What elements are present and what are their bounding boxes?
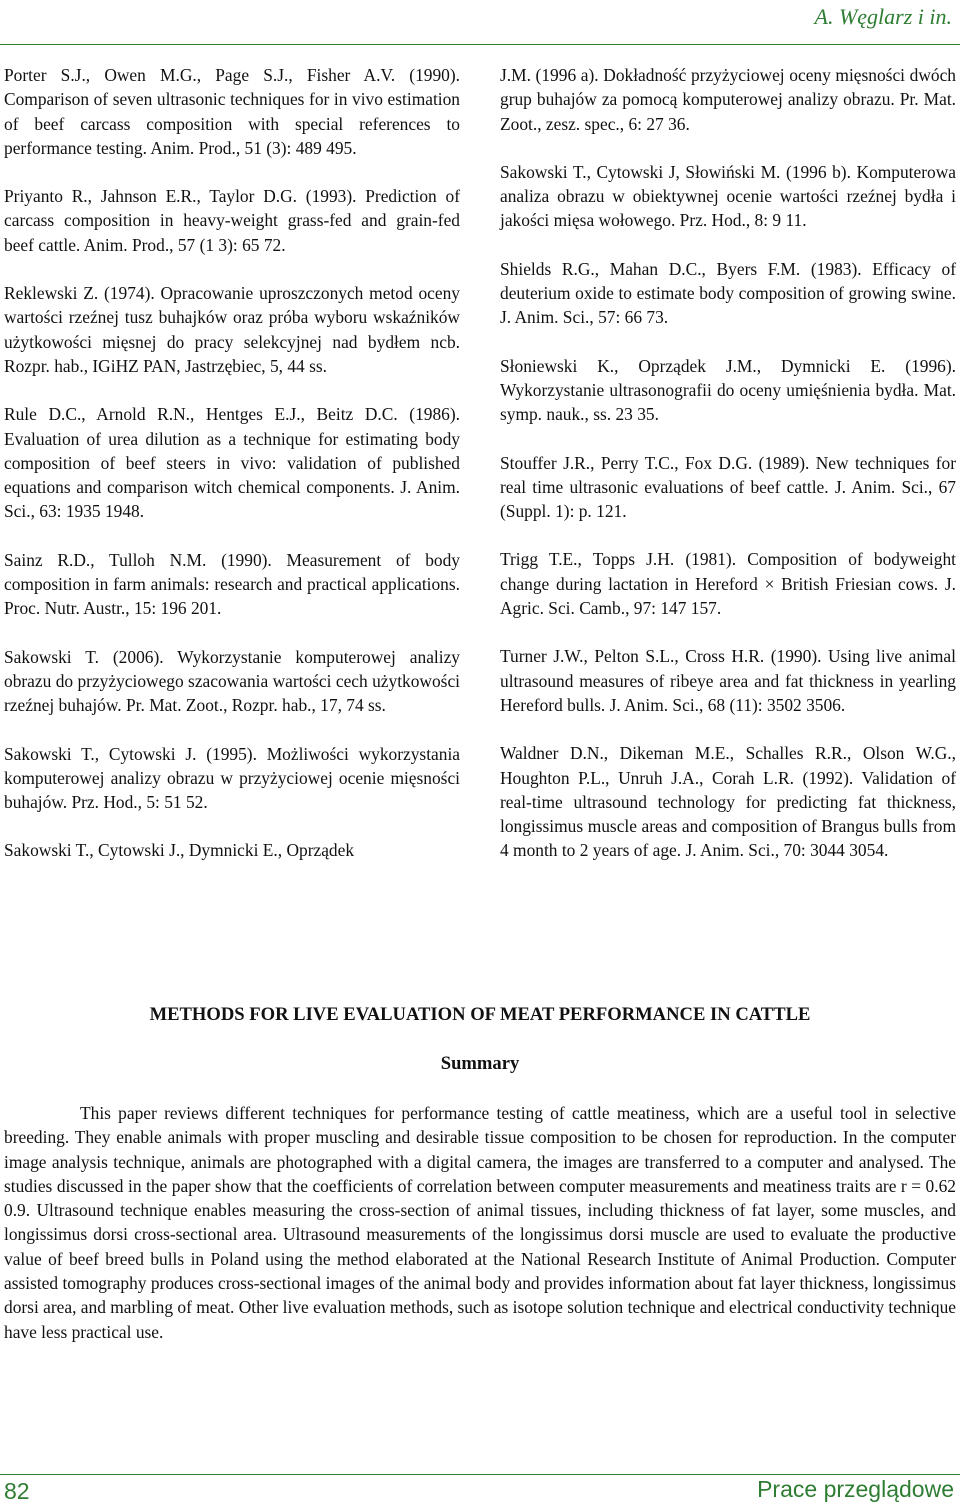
reference-entry: Priyanto R., Jahnson E.R., Taylor D.G. (1993). Prediction of carcass composition in heavy-weight grass-fed and grain-fed beef cattle. Anim. Prod., 57 (1 3): 65 72. [4, 186, 460, 255]
reference-entry: Trigg T.E., Topps J.H. (1981). Composition of bodyweight change during lactation in Hereford × British Friesian cows. J. Agric. Sci. Camb., 97: 147 157. [500, 549, 956, 619]
reference-entry: Rule D.C., Arnold R.N., Hentges E.J., Beitz D.C. (1986). Evaluation of urea dilution as a technique for estimating body composition of beef steers in vivo: validation of published equations and comparison witch chemical components. J. Anim. Sci., 63: 1935 1948. [4, 404, 460, 522]
footer-rule [0, 1474, 960, 1475]
reference-entry: Turner J.W., Pelton S.L., Cross H.R. (1990). Using live animal ultrasound measures of ribeye area and fat thickness in yearling Hereford bulls. J. Anim. Sci., 68 (11): 3502 3506. [500, 646, 956, 715]
summary-heading: Summary [440, 1053, 520, 1074]
reference-entry: Sakowski T. (2006). Wykorzystanie komputerowej analizy obrazu do przyżyciowego szacowania wartości cech użytkowości rzeźnej buhajów. Pr. Mat. Zoot., Rozpr. hab., 17, 74 ss. [4, 646, 460, 716]
english-title: METHODS FOR LIVE EVALUATION OF MEAT PERFORMANCE IN CATTLE [149, 1004, 811, 1025]
page-number: 82 [4, 1478, 30, 1504]
reference-entry: Słoniewski K., Oprządek J.M., Dymnicki E. (1996). Wykorzystanie ultrasonografii do oceny umięśnienia bydła. Mat. symp. nauk., ss. 23 35. [500, 355, 956, 425]
reference-entry: Shields R.G., Mahan D.C., Byers F.M. (1983). Efficacy of deuterium oxide to estimate body composition of growing swine. J. Anim. Sci., 57: 66 73. [500, 258, 956, 328]
references-right-column [500, 63, 956, 887]
reference-entry: Sakowski T., Cytowski J., Dymnicki E., Oprządek [4, 840, 355, 861]
reference-entry: J.M. (1996 a). Dokładność przyżyciowej oceny mięsności dwóch grup buhajów za pomocą komputerowej analizy obrazu. Pr. Mat. Zoot., zesz. spec., 6: 27 36. [500, 65, 956, 134]
reference-entry: Sakowski T., Cytowski J. (1995). Możliwości wykorzystania komputerowej analizy obrazu w przyżyciowej ocenie mięsności buhajów. Prz. Hod., 5: 51 52. [4, 743, 460, 813]
reference-entry: Porter S.J., Owen M.G., Page S.J., Fisher A.V. (1990). Comparison of seven ultrasonic techniques for in vivo estimation of beef carcass composition with special references to performance testing. Anim. Prod., 51 (3): 489 495. [4, 65, 460, 158]
reference-entry: Stouffer J.R., Perry T.C., Fox D.G. (1989). New techniques for real time ultrasonic evaluations of beef cattle. J. Anim. Sci., 67 (Suppl. 1): p. 121. [500, 452, 956, 522]
running-head: A. Węglarz i in. [814, 4, 952, 29]
reference-entry: Sakowski T., Cytowski J, Słowiński M. (1996 b). Komputerowa analiza obrazu w obiektywnej ocenie wartości rzeźnej bydła i jakości mięsa wołowego. Prz. Hod., 8: 9 11. [500, 161, 956, 231]
references-left-column [4, 63, 460, 887]
summary-paragraph: This paper reviews different techniques for performance testing of cattle meatiness, which are a useful tool in selective breeding. They enable animals with proper muscling and desirable tissue composition to be chosen for reproduction. In the computer image analysis technique, animals are photographed with a digital camera, the images are transferred to a computer and analysed. The studies discussed in the paper show that the coefficients of correlation between computer measurements and meatiness traits are r = 0.62 0.9. Ultrasound technique enables measuring the cross-section of animal tissues, including thickness of fat layer, some muscles, and longissimus dorsi cross-sectional area. Ultrasound measurements of the longissimus dorsi muscle are used to evaluate the productive value of beef breed bulls in Poland using the method elaborated at the National Research Institute of Animal Production. Computer assisted tomography produces cross-sectional images of the animal body and provides information about fat layer thickness, longissimus dorsi area, and marbling of meat. Other live evaluation methods, such as isotope solution technique and electrical conductivity technique have less practical use. [4, 1103, 956, 1342]
reference-entry: Waldner D.N., Dikeman M.E., Schalles R.R., Olson W.G., Houghton P.L., Unruh J.A., Corah L.R. (1992). Validation of real-time ultrasound technology for predicting fat thickness, longissimus muscle areas and composition of Brangus bulls from 4 month to 2 years of age. J. Anim. Sci., 70: 3044 3054. [500, 743, 956, 861]
header-rule [0, 44, 960, 45]
reference-entry: Reklewski Z. (1974). Opracowanie uproszczonych metod oceny wartości rzeźnej tusz buhajków oraz próba wyboru wskaźników użytkowości mięsnej do pracy selekcyjnej nad bydłem ncb. Rozpr. hab., IGiHZ PAN, Jastrzębiec, 5, 44 ss. [4, 283, 460, 376]
section-name: Prace przeglądowe [757, 1476, 954, 1502]
reference-entry: Sainz R.D., Tulloh N.M. (1990). Measurement of body composition in farm animals: research and practical applications. Proc. Nutr. Austr., 15: 196 201. [4, 549, 460, 619]
